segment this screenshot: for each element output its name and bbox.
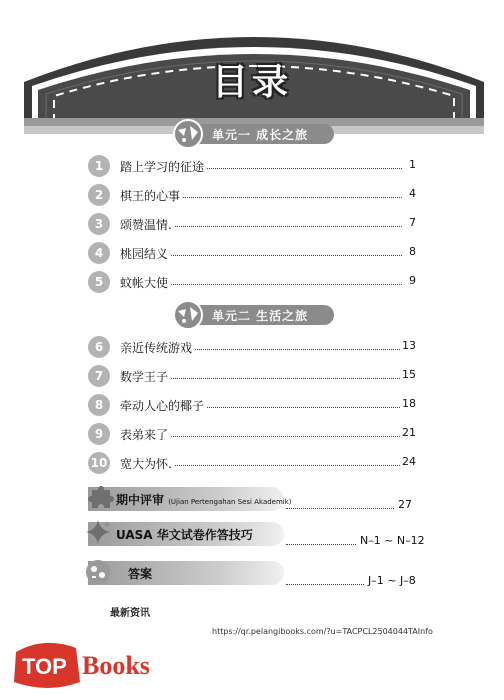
answers-label[interactable]: 答案 xyxy=(128,567,153,581)
toc-entry[interactable] xyxy=(96,366,416,386)
toc-entry[interactable] xyxy=(96,156,416,176)
map-globe-icon xyxy=(172,118,204,150)
map-globe-icon xyxy=(172,299,204,331)
lesson-title: 桃园结义 xyxy=(120,247,169,261)
sparkle-icon xyxy=(84,518,112,546)
lesson-number-badge: 4 xyxy=(88,242,110,264)
page-number: 1 xyxy=(409,158,416,171)
midterm-entry[interactable] xyxy=(116,491,292,508)
lesson-title: 宽大为怀. xyxy=(120,457,172,471)
lesson-number-badge: 7 xyxy=(88,365,110,387)
puzzle-icon xyxy=(86,484,114,512)
info-url[interactable]: https://qr.pelangibooks.com/?u=TACPCL2504044TAInfo xyxy=(212,627,433,636)
lesson-title: 牵动人心的椰子 xyxy=(120,399,205,413)
page-number: 21 xyxy=(402,426,416,439)
lesson-number-badge: 5 xyxy=(88,271,110,293)
toc-entry[interactable] xyxy=(96,272,416,292)
lesson-title: 亲近传统游戏 xyxy=(120,341,193,355)
lesson-title: 颂赞温情. xyxy=(120,218,172,232)
unit-title: 单元一 成长之旅 xyxy=(212,128,309,142)
leader-dots xyxy=(286,508,394,509)
lesson-number-badge: 6 xyxy=(88,336,110,358)
svg-text:TOP: TOP xyxy=(22,654,67,679)
leader-dots xyxy=(286,544,356,545)
page-number: 7 xyxy=(409,216,416,229)
page-number: 15 xyxy=(402,368,416,381)
uasa-label[interactable]: UASA 华文试卷作答技巧 xyxy=(116,528,253,542)
page-number: 4 xyxy=(409,187,416,200)
toc-entry[interactable] xyxy=(96,337,416,357)
lesson-number-badge: 1 xyxy=(88,155,110,177)
toc-entry[interactable] xyxy=(96,214,416,234)
lesson-number-badge: 3 xyxy=(88,213,110,235)
toc-entry[interactable] xyxy=(96,453,416,473)
midterm-subtitle: (Ujian Pertengahan Sesi Akademik) xyxy=(168,498,292,506)
logo-graphic xyxy=(10,638,190,694)
top-books-logo xyxy=(10,638,190,698)
toc-entry[interactable] xyxy=(96,424,416,444)
lesson-number-badge: 2 xyxy=(88,184,110,206)
page-number: 18 xyxy=(402,397,416,410)
page-number: J–1 ~ J–8 xyxy=(368,574,416,587)
page-number: N–1 ~ N–12 xyxy=(360,534,425,547)
latest-news-label: 最新资讯 xyxy=(110,608,150,619)
page-number: 13 xyxy=(402,339,416,352)
page-title: 目录 xyxy=(211,62,292,103)
page-number: 24 xyxy=(402,455,416,468)
lesson-title: 数学王子 xyxy=(120,370,169,384)
unit-title: 单元二 生活之旅 xyxy=(212,309,309,323)
toc-entry[interactable] xyxy=(96,185,416,205)
leader-dots xyxy=(286,584,364,585)
midterm-label: 期中评审 xyxy=(116,493,165,507)
lesson-number-badge: 10 xyxy=(88,452,110,474)
lesson-title: 棋王的心事 xyxy=(120,189,181,203)
page-number: 27 xyxy=(398,498,412,511)
lesson-number-badge: 9 xyxy=(88,423,110,445)
answer-bubble-icon xyxy=(84,558,112,586)
answers-band xyxy=(88,561,284,585)
lesson-title: 表弟来了 xyxy=(120,428,169,442)
toc-entry[interactable] xyxy=(96,395,416,415)
lesson-title: 踏上学习的征途 xyxy=(120,160,205,174)
page-number: 8 xyxy=(409,245,416,258)
page-number: 9 xyxy=(409,274,416,287)
svg-text:Books: Books xyxy=(82,651,150,680)
lesson-title: 蚊帐大使 xyxy=(120,276,169,290)
lesson-number-badge: 8 xyxy=(88,394,110,416)
toc-entry[interactable] xyxy=(96,243,416,263)
